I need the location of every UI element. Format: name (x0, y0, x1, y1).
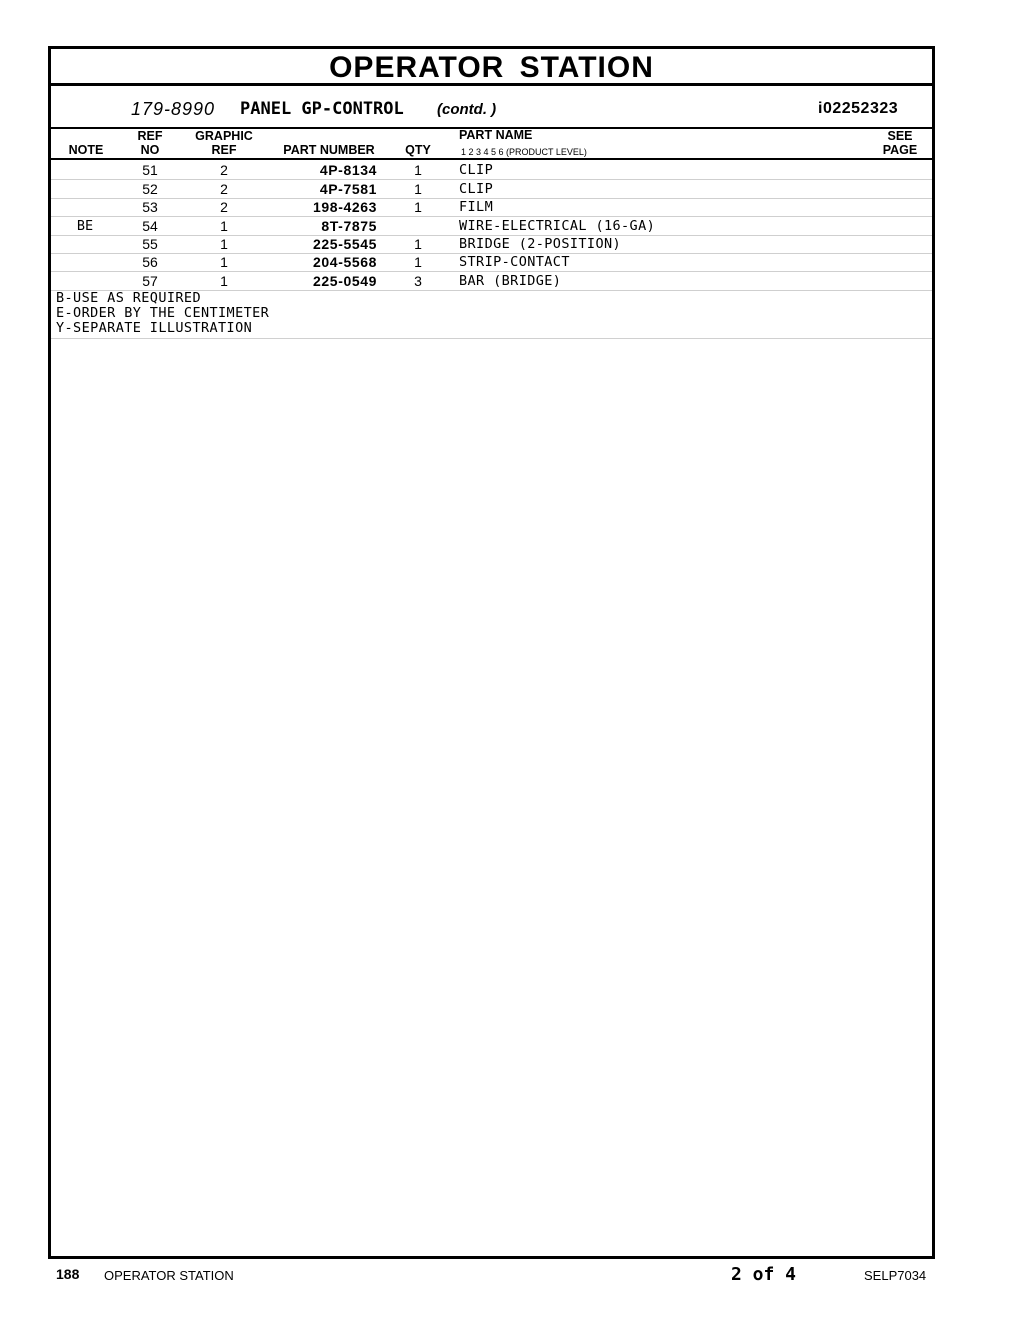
table-row (51, 161, 932, 180)
row-ref-no: 53 (142, 199, 158, 215)
table-row (51, 198, 932, 217)
header-qty: QTY (405, 143, 431, 157)
page-frame (48, 46, 935, 1259)
footer-document-code: SELP7034 (864, 1268, 927, 1283)
row-graphic-ref: 2 (220, 162, 228, 178)
row-graphic-ref: 2 (220, 181, 228, 197)
table-row (51, 217, 932, 236)
illustration-id: i02252323 (818, 100, 899, 117)
row-part-name: CLIP (459, 162, 494, 178)
group-name: PANEL GP-CONTROL (240, 99, 404, 119)
row-graphic-ref: 1 (220, 254, 228, 270)
row-part-name: FILM (459, 199, 494, 215)
row-ref-no: 54 (142, 218, 158, 234)
page-title: OPERATOR STATION (329, 51, 654, 84)
row-part-name: WIRE-ELECTRICAL (16-GA) (459, 218, 656, 234)
group-continued: (contd. ) (437, 101, 497, 118)
group-header (51, 86, 932, 129)
row-part-number: 4P-7581 (319, 181, 377, 197)
footer-page-number: 188 (56, 1266, 80, 1282)
table-row (51, 235, 932, 254)
row-qty: 1 (414, 162, 422, 178)
note-line: E-ORDER BY THE CENTIMETER (56, 305, 270, 321)
table-top-rule (51, 158, 932, 160)
row-qty: 1 (414, 181, 422, 197)
row-part-number: 204-5568 (313, 254, 377, 270)
group-number: 179-8990 (131, 99, 216, 119)
footer-sheet-count: 2 of 4 (731, 1264, 797, 1285)
row-ref-no: 56 (142, 254, 158, 270)
row-ref-no: 57 (142, 273, 158, 289)
row-graphic-ref: 1 (220, 236, 228, 252)
header-see-bottom: PAGE (882, 143, 918, 157)
header-part-name: PART NAME (459, 128, 533, 142)
row-ref-no: 55 (142, 236, 158, 252)
table-row (51, 180, 932, 199)
row-part-number: 225-5545 (313, 236, 377, 252)
row-part-number: 8T-7875 (321, 218, 377, 234)
header-product-level: 1 2 3 4 5 6 (PRODUCT LEVEL) (461, 147, 587, 157)
header-ref-top: REF (137, 129, 163, 143)
header-ref-bottom: NO (140, 143, 160, 157)
notes-divider (51, 338, 932, 339)
title-bar (51, 49, 932, 86)
row-part-name: STRIP-CONTACT (459, 254, 570, 270)
table-row (51, 253, 932, 272)
row-part-number: 4P-8134 (319, 162, 377, 178)
header-see-top: SEE (887, 129, 913, 143)
row-graphic-ref: 2 (220, 199, 228, 215)
row-qty: 3 (414, 273, 422, 289)
note-line: Y-SEPARATE ILLUSTRATION (56, 320, 253, 336)
header-graphic-bottom: REF (211, 143, 237, 157)
row-part-number: 198-4263 (313, 199, 377, 215)
row-note: BE (76, 218, 94, 234)
header-part-number: PART NUMBER (283, 143, 375, 157)
row-part-name: BAR (BRIDGE) (459, 273, 562, 289)
row-part-number: 225-0549 (313, 273, 377, 289)
row-graphic-ref: 1 (220, 273, 228, 289)
row-ref-no: 51 (142, 162, 158, 178)
row-part-name: BRIDGE (2-POSITION) (459, 236, 622, 252)
row-ref-no: 52 (142, 181, 158, 197)
row-qty: 1 (414, 254, 422, 270)
row-qty: 1 (414, 236, 422, 252)
row-graphic-ref: 1 (220, 218, 228, 234)
header-note: NOTE (68, 143, 104, 157)
table-row (51, 272, 932, 291)
header-graphic-top: GRAPHIC (195, 129, 253, 143)
footer-section: OPERATOR STATION (104, 1268, 234, 1283)
row-qty: 1 (414, 199, 422, 215)
notes-legend (56, 291, 269, 336)
row-part-name: CLIP (459, 181, 494, 197)
note-line: B-USE AS REQUIRED (56, 290, 201, 306)
